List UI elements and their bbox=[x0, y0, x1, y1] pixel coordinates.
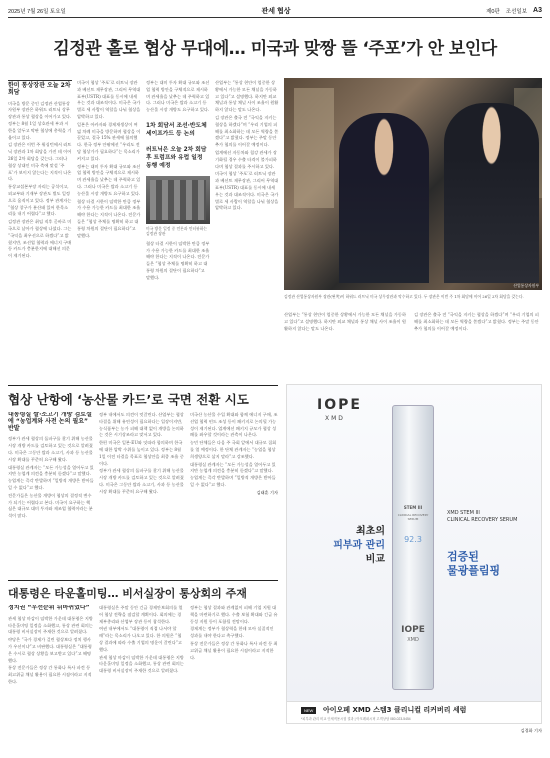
story1-mini-heading: 1차 회담서 조선·반도체 세이프가드 등 논의 bbox=[146, 122, 207, 137]
story2-byline: 김태훈 기자 bbox=[256, 489, 278, 495]
story2-paragraph: 정부 내에서도 의견이 엇갈린다. 산업부는 협상 타결을 위해 유연성이 필요하다는 입장이지만, 농식품부는 농가 피해 대책 없이 개방을 논의하는 것은 시기상조라고 맞서고 있다. bbox=[99, 412, 184, 438]
story3-byline-area bbox=[286, 728, 542, 752]
story1-thumbnail-caption: 미국 방문 일정 중 언론과 인터뷰하는 김정관 장관 bbox=[146, 225, 208, 237]
story3-paragraph: 관세 협상 마감이 임박한 가운데 대통령은 지방 타운홀미팅 일정을 소화했고, 통상 관련 회의는 대통령 비서실장이 주재한 것으로 알려졌다. bbox=[8, 615, 93, 635]
story1-paragraph: 정부는 대미 투자 확대 규모와 조선업 협력 방안을 구체적으로 제시하며 관세율을 낮추는 데 주력하고 있다. 그러나 미국은 쌀과 소고기 등 농산물 시장 개방도 요구하고 있다. bbox=[77, 163, 141, 196]
header-section: 관세 협상 bbox=[261, 7, 291, 15]
ad-result bbox=[447, 550, 500, 578]
story1-mini-heading: 러트닉은 오늘 2차 회담 후 트럼프와 유럽 일정 동행 예정 bbox=[146, 146, 207, 169]
ad-bottom-title: 아이오페 XMD 스템3 클리니컬 리커버리 세럼 bbox=[323, 706, 467, 714]
story2-column-2 bbox=[99, 412, 185, 572]
story1-paragraph: 산업부는 “통상 현안이 엄중한 상황에서 가능한 모든 채널을 가동하고 있다”고 설명했다. 하지만 외교 채널과 통상 채널 사이 조율이 원활하지 않다는 말도 나온다. bbox=[284, 312, 407, 331]
story3-paragraph: 경제계는 정부가 협상력을 한데 모아 실질적인 성과를 내야 한다고 촉구했다. bbox=[190, 626, 274, 639]
story1-column-2 bbox=[77, 80, 141, 375]
story2-column-1 bbox=[8, 412, 94, 572]
story3-paragraph: 관세 협상 마감이 임박한 가운데 대통령은 지방 타운홀미팅 일정을 소화했고, 통상 관련 회의는 대통령 비서실장이 주재한 것으로 알려졌다. bbox=[99, 654, 184, 674]
ad-tagline bbox=[325, 525, 385, 567]
story3-paragraph: 여권 내부에서도 “대통령이 직접 나서야 할 때”라는 목소리가 나오고 있다. 한 의원은 “협상 결과에 따라 수출 기업의 명운이 갈린다”고 했다. bbox=[99, 626, 182, 652]
story3-column-1 bbox=[8, 605, 94, 750]
story1-paragraph: 김 장관은 이번 주 워싱턴에서 러트닉 장관과 1차 회담을 가진 데 이어 26일 2차 회담을 갖는다. 그러나 협상 상대인 미국 측에 맞설 ‘주포’가 보이지 않는다는 지적이 나온다. bbox=[8, 142, 72, 182]
ad-product-subtitle: CLINICAL RECOVERY SERUM bbox=[447, 517, 518, 523]
ad-bottom-bar bbox=[287, 701, 541, 723]
story2-paragraph: 정부가 관세 협상의 돌파구를 찾기 위해 농산물 시장 개방 카드를 검토하고 있는 것으로 알려졌다. 미국은 그동안 쌀과 소고기, 사과 등 농산물 시장 확대를 꾸준히 요구해 왔다. bbox=[8, 436, 93, 462]
story1-paragraph: 김 장관은 출국 전 “국익을 지키는 협상을 하겠다”며 “우리 기업의 피해를 최소화하는 데 모든 역량을 쏟겠다”고 밝혔다. 정부는 주말 동안 추가 협의를 이어갈 예정이다. bbox=[215, 114, 279, 148]
ad-product-title: XMD STEM III bbox=[447, 510, 480, 516]
story3-byline: 김경화 기자 bbox=[520, 728, 542, 733]
page-header bbox=[8, 4, 542, 18]
header-date: 2025년 7월 26일 토요일 bbox=[8, 8, 66, 15]
ad-syringe-brand: IOPE bbox=[401, 625, 425, 635]
ad-tagline-2: 피부과 관리 bbox=[333, 540, 385, 551]
header-paper: 조선일보 bbox=[505, 8, 528, 15]
story2-column-3 bbox=[190, 412, 278, 572]
story3-headline: 대통령은 타운홀미팅… 비서실장이 통상회의 주재 bbox=[8, 580, 278, 601]
ad-tagline-3: 비교 bbox=[365, 554, 385, 565]
story3-subheading: 정치권 “우선순위 뒤바뀌었다” bbox=[8, 605, 90, 611]
story3-paragraph: 대통령실은 주말 동안 긴급 경제안보회의를 열어 협상 전략을 점검할 계획이다. 회의에는 경제부총리와 산업부 장관 등이 참석한다. bbox=[99, 605, 183, 624]
ad-product-name bbox=[447, 510, 517, 524]
story3-paragraph: 야당은 “국가 경제가 걸린 협상보다 정치 행사가 우선이냐”고 비판했다. 대통령실은 “대통령은 수시로 협상 상황을 보고받고 있다”고 해명했다. bbox=[8, 637, 92, 663]
story1-thumbnail-photo bbox=[146, 176, 210, 224]
story2-paragraph: 농민 단체들은 다음 주 국회 앞에서 대규모 집회를 열 예정이다. 한 단체 관계자는 “농업을 협상 희생양으로 삼지 말라”고 강조했다. bbox=[190, 440, 277, 459]
story1-paragraph: 협상 타결 시한이 임박한 만큼 정부가 수용 가능한 카드를 최대한 조율해야 한다는 지적이 나온다. 전문가들은 “협상 주체를 명확히 하고 대통령 차원의 결단이 필요하다”고 말했다. bbox=[146, 240, 210, 280]
main-photo-caption: 김정관 산업통상자원부 장관(왼쪽)이 하워드 러트닉 미국 상무장관과 악수하고 있다. 두 장관은 이번 주 1차 회담에 이어 26일 2차 회담을 갖는다. bbox=[284, 294, 524, 299]
story1-paragraph: 협상 타결 시한이 임박한 만큼 정부가 수용 가능한 카드를 최대한 조율해야 한다는 지적이 나온다. 전문가들은 “협상 주체를 명확히 하고 대통령 차원의 결단이 필요하다”고 말했다. bbox=[77, 198, 141, 238]
story3-paragraph: 정부는 협상 결과와 관계없이 피해 기업 지원 대책을 마련하기로 했다. 수출 보험 확대와 긴급 유동성 지원 등이 포함될 전망이다. bbox=[190, 605, 278, 624]
story1-column-5 bbox=[284, 312, 408, 376]
story2-headline: 협상 난항에 ‘농산물 카드’로 국면 전환 시도 bbox=[8, 385, 278, 408]
story1-paragraph: 정부는 대미 투자 확대 규모와 조선업 협력 방안을 구체적으로 제시하며 관세율을 낮추는 데 주력하고 있다. 그러나 미국은 쌀과 소고기 등 농산물 시장 개방도 요구하고 있다. bbox=[146, 80, 210, 113]
story1-paragraph: 미국이 협상 ‘주포’로 러트닉 장관과 베선트 재무장관, 그리어 무역대표부(USTR) 대표를 동시에 내세우는 것과 대조적이다. 미국은 국가별로 세 사람이 역할을 나눠 협상을 압박하고 있다. bbox=[215, 171, 279, 211]
photo-credit: 산업통상자원부 bbox=[513, 282, 539, 288]
header-page-label: A3 bbox=[533, 7, 542, 14]
ad-syringe-brand-sub: XMD bbox=[407, 637, 419, 643]
story1-paragraph: 미국을 방문 중인 김정관 산업통상자원부 장관은 하워드 러트닉 상무장관과 통상 협상을 이어가고 있다. 정부는 8월 1일 상호관세 부과 시한을 앞두고 막판 협상에 총력을 기울이고 있다. bbox=[8, 100, 72, 140]
ad-tagline-1: 최초의 bbox=[356, 526, 385, 537]
story1-subheading: 한미 통상장관 오늘 2차 회담 bbox=[8, 82, 71, 96]
ad-syringe-label: STEM III bbox=[403, 505, 423, 510]
main-headline: 김정관 홀로 협상 무대에… 미국과 맞짱 뜰 ‘주포’가 안 보인다 bbox=[53, 39, 497, 59]
ad-result-line-2: 물광플림핑 bbox=[447, 564, 501, 577]
story2-paragraph: 대통령실 관계자는 “모든 가능성을 열어두고 있지만 농업계 의견을 충분히 듣겠다”고 말했다. 농업계는 즉각 반발하며 “일방적 개방은 받아들일 수 없다”고 했다. bbox=[190, 461, 276, 487]
ad-syringe-sub: CLINICAL RECOVERY SERUM bbox=[397, 513, 429, 521]
ad-brand-sub: XMD bbox=[325, 415, 345, 422]
story3-paragraph: 통상 전문가들은 정상 간 통화나 특사 파견 등 최고위급 채널 활용이 필요한 시점이라고 지적한다. bbox=[8, 665, 92, 684]
story1-paragraph: 일본은 아카자와 경제재생상이 여덟 차례 미국을 방문하며 협상을 이끌었고, 결국 15% 관세에 합의했다. 한국 정부 안팎에선 “우리도 전담 협상가가 필요하다”는 목소리가 커지고 있다. bbox=[77, 121, 141, 161]
ad-syringe-number: 92.3 bbox=[404, 535, 422, 544]
story3-paragraph: 통상 전문가들은 정상 간 통화나 특사 파견 등 최고위급 채널 활용이 필요한 시점이라고 지적한다. bbox=[190, 640, 278, 660]
story1-column-6 bbox=[414, 312, 542, 376]
story2-subheading: 대통령실 쌀·소고기 개방 검토설에 “농업계와 사전 논의 필요” 반발 bbox=[8, 412, 92, 432]
story1-paragraph: 김 장관은 출국 전 “국익을 지키는 협상을 하겠다”며 “우리 기업의 피해를 최소화하는 데 모든 역량을 쏟겠다”고 밝혔다. 정부는 주말 동안 추가 협의를 이어갈 예정이다. bbox=[414, 312, 539, 331]
story1-column-3 bbox=[146, 80, 210, 375]
story2-paragraph: 정부가 관세 협상의 돌파구를 찾기 위해 농산물 시장 개방 카드를 검토하고 있는 것으로 알려졌다. 미국은 그동안 쌀과 소고기, 사과 등 농산물 시장 확대를 꾸준히 요구해 왔다. bbox=[99, 468, 184, 494]
ad-bottom-small: *피부과 관리 비교 인체적용시험 결과 | 아모레퍼시픽 고객상담 080-023-5454 bbox=[301, 717, 411, 721]
story3-column-3 bbox=[190, 605, 278, 750]
story1-paragraph: 통상교섭본부장 자리는 공석이고, 외교부와 기재부 장관도 별도 일정으로 움직이고 있다. 정부 관계자는 “협상 창구가 분산돼 있어 한목소리를 내기 어렵다”고 했다. bbox=[8, 184, 72, 217]
story1-paragraph: 산업부는 “통상 현안이 엄중한 상황에서 가능한 모든 채널을 가동하고 있다”고 설명했다. 하지만 외교 채널과 통상 채널 사이 조율이 원활하지 않다는 말도 나온다. bbox=[215, 80, 279, 113]
ad-syringe-product bbox=[392, 405, 434, 690]
story1-column-4 bbox=[215, 80, 279, 375]
story1-paragraph: 미국이 협상 ‘주포’로 러트닉 장관과 베선트 재무장관, 그리어 무역대표부(USTR) 대표를 동시에 내세우는 것과 대조적이다. 미국은 국가별로 세 사람이 역할을 나눠 협상을 압박하고 있다. bbox=[77, 80, 141, 119]
story1-column-1 bbox=[8, 80, 72, 375]
story2-paragraph: 전문가들은 농산물 개방이 협상의 결정적 변수가 되기는 어렵다고 본다. 미국이 요구하는 핵심은 대규모 대미 투자와 제조업 협력이라는 분석이 많다. bbox=[8, 492, 93, 519]
story1-paragraph: 업계에선 자동차와 철강 관세가 장기화될 경우 수출 타격이 불가피하다며 협상 결과를 주시하고 있다. bbox=[215, 149, 277, 169]
header-edition: 제0판 bbox=[486, 8, 500, 15]
story2-paragraph: 미국산 농산물 수입 확대와 함께 에너지 구매, 조선업 협력 펀드 조성 등이 패키지로 논의될 가능성이 제기된다. 업계에선 패키지 규모가 협상 성패를 좌우할 것이라는 관측이 나온다. bbox=[190, 412, 278, 438]
ad-result-line-1: 검증된 bbox=[447, 550, 479, 563]
story3-column-2 bbox=[99, 605, 185, 750]
story2-paragraph: 한편 미국은 일본·EU와 잇따라 합의하며 한국에 대한 압박 수위를 높이고 있다. 정부는 8월 1일 이전 타결을 목표로 협상안을 최종 조율 중이다. bbox=[99, 440, 184, 466]
ad-new-badge: NEW bbox=[301, 707, 316, 714]
ad-brand-logo: IOPE bbox=[317, 397, 362, 413]
main-photo bbox=[284, 78, 542, 290]
story1-paragraph: 김정관 장관은 취임 직후 곧바로 미국으로 날아가 협상에 나섰다. 그는 “국익을 최우선으로 하겠다”고 밝혔지만, 조선업 협력과 에너지 구매 등 카드가 충분한지에 대해선 의문이 제기된다. bbox=[8, 219, 72, 259]
advertisement bbox=[286, 384, 542, 724]
story2-paragraph: 대통령실 관계자는 “모든 가능성을 열어두고 있지만 농업계 의견을 충분히 듣겠다”고 말했다. 농업계는 즉각 반발하며 “일방적 개방은 받아들일 수 없다”고 했다. bbox=[8, 464, 94, 490]
